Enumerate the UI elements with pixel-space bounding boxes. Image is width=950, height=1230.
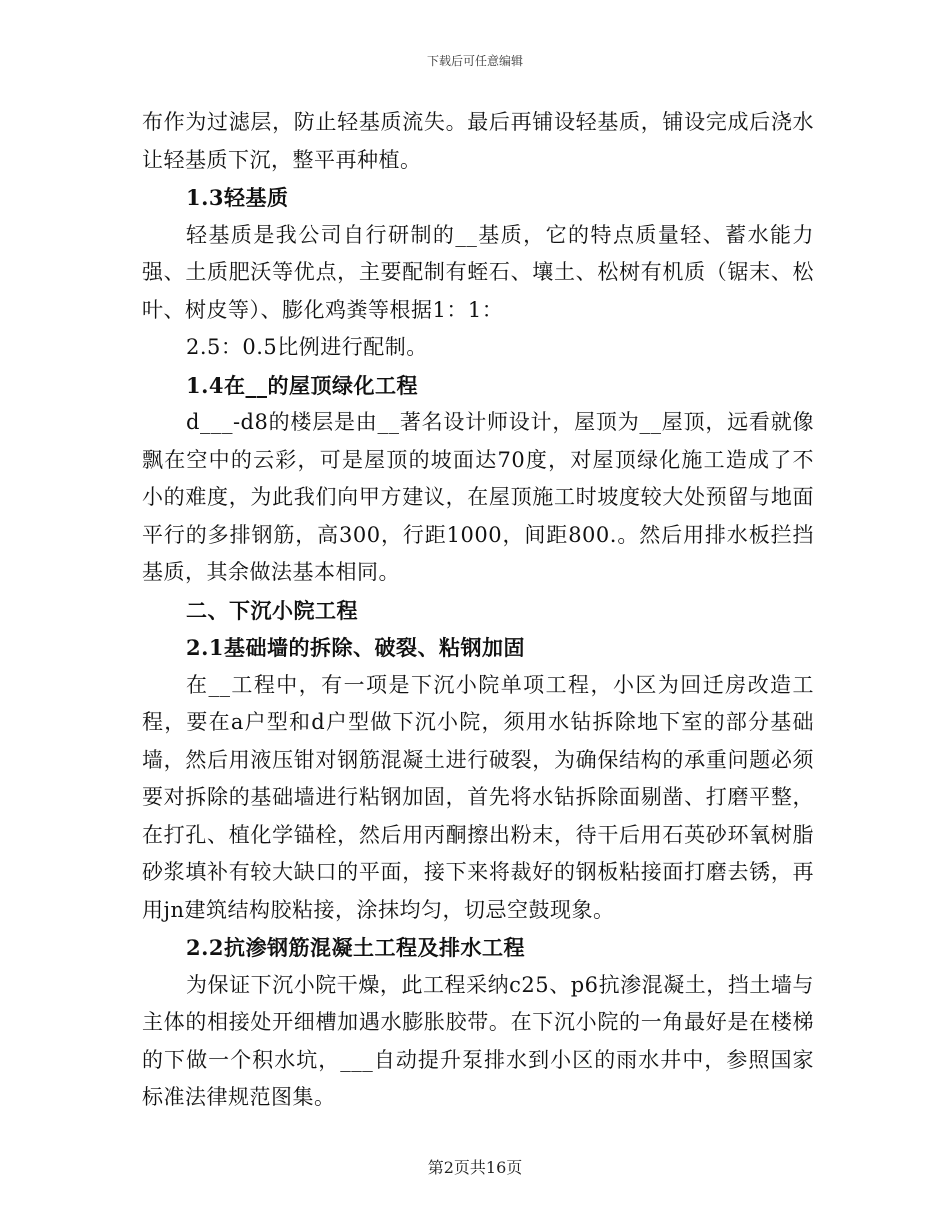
paragraph-light-substrate: 轻基质是我公司自行研制的__基质，它的特点质量轻、蓄水能力强、土质肥沃等优点，主要配制有蛭石、壤土、松树有机质（锯末、松叶、树皮等）、膨化鸡粪等根据1：1： [142,222,814,322]
section-heading-1-3: 1.3轻基质 [186,185,289,210]
section-heading-2: 二、下沉小院工程 [186,597,358,623]
paragraph-wall-demolition: 在__工程中，有一项是下沉小院单项工程，小区为回迁房改造工程，要在a户型和d户型做下沉小院，须用水钻拆除地下室的部分基础墙，然后用液压钳对钢筋混凝土进行破裂，为确保结构的承重问题必须要对拆除的基础墙进行粘钢加固，首先将水钻拆除面剔凿、打磨平整，在打孔、植化学锚栓，然后用丙酮擦出粉末，待干后用石英砂环氧树脂砂浆填补有较大缺口的平面，接下来将裁好的钢板粘接面打磨去锈，再用jn建筑结构胶粘接，涂抹均匀，切忌空鼓现象。 [142,672,814,922]
paragraph-roof-greening: d___-d8的楼层是由__著名设计师设计，屋顶为__屋顶，远看就像飘在空中的云彩，可是屋顶的坡面达70度，对屋顶绿化施工造成了不小的难度，为此我们向甲方建议，在屋顶施工时坡度较大处预留与地面平行的多排钢筋，高300，行距1000，间距800.。然后用排水板拦挡基质，其余做法基本相同。 [142,410,814,584]
paragraph-ratio: 2.5：0.5比例进行配制。 [186,335,428,359]
page-number: 第2页共16页 [427,1158,523,1177]
header-note: 下载后可任意编辑 [426,54,523,68]
section-heading-1-4: 1.4在__的屋顶绿化工程 [186,372,419,398]
section-heading-2-1: 2.1基础墙的拆除、破裂、粘钢加固 [186,635,526,660]
document-body [142,104,814,1117]
section-heading-2-2: 2.2抗渗钢筋混凝土工程及排水工程 [186,935,526,960]
paragraph-filter-layer: 布作为过滤层，防止轻基质流失。最后再铺设轻基质，铺设完成后浇水让轻基质下沉，整平再种植。 [142,110,814,172]
paragraph-waterproof-drainage: 为保证下沉小院干燥，此工程采纳c25、p6抗渗混凝土，挡土墙与主体的相接处开细槽加遇水膨胀胶带。在下沉小院的一角最好是在楼梯的下做一个积水坑，___自动提升泵排水到小区的雨水井中，参照国家标准法律规范图集。 [142,972,814,1109]
